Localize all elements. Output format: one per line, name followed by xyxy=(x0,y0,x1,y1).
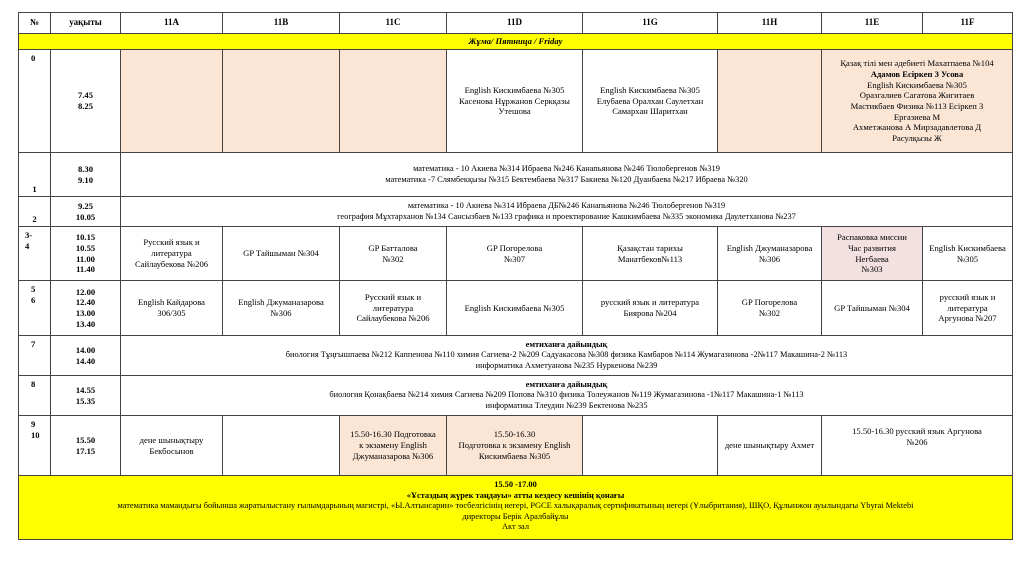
cell-empty xyxy=(718,50,822,153)
lesson-number: 2 xyxy=(19,197,51,227)
lesson-time: 12.00 12.40 13.00 13.40 xyxy=(51,281,121,336)
event-time: 15.50 -17.00 xyxy=(494,480,537,489)
lesson-number: 7 xyxy=(19,336,51,376)
cell-11c: 15.50-16.30 Подготовка к экзамену English Джуманазарова №306 xyxy=(340,416,447,476)
cell-all-classes: емтиханға дайындық биология Тұңғышпаева №212 Каппенова №110 химия Сагиева-2 №209 Садуакасова №308 физика Камбаров №114 Жумагазинова -2№117 Макашина-2 №113 информатика Ахметуанова №235 Нуркенова №239 xyxy=(121,336,1013,376)
header-class-11h: 11H xyxy=(718,13,822,34)
cell-11h: GP Погорелова №302 xyxy=(718,281,822,336)
table-row xyxy=(19,416,1013,476)
lesson-time: 10.15 10.55 11.00 11.40 xyxy=(51,227,121,281)
header-class-11g: 11G xyxy=(583,13,718,34)
lesson-time: 8.30 9.10 xyxy=(51,153,121,197)
cell-11e-11f: Қазақ тілі мен әдебиеті Махатпаева №104 Адамов Есіркеп 3 Усова English Кискимбаева №305 Оразгалиев Сагатова Жигитаев Мастикбаев Физика №113 Есіркеп 3 Ергазиева М Ахметжанова А Мирзадавлетова Д Расулқызы Ж xyxy=(822,50,1013,153)
cell-11a: дене шынықтыру Бекбосынов xyxy=(121,416,223,476)
header-class-11a: 11A xyxy=(121,13,223,34)
event-location: Акт зал xyxy=(501,522,530,531)
day-row xyxy=(19,34,1013,50)
cell-11g: English Кискимбаева №305 Елубаева Оралхан Саулетхан Самархан Шаритхан xyxy=(583,50,718,153)
header-class-11f: 11F xyxy=(923,13,1013,34)
cell-empty xyxy=(583,416,718,476)
cell-11h: English Джуманазарова №306 xyxy=(718,227,822,281)
table-row xyxy=(19,50,1013,153)
lesson-number: 3- 4 xyxy=(19,227,51,281)
lesson-number: 8 xyxy=(19,376,51,416)
header-class-11d: 11D xyxy=(447,13,583,34)
cell-11d: English Кискимбаева №305 xyxy=(447,281,583,336)
cell-11d: English Кискимбаева №305 Касенова Нұржанов Серкқазы Утешова xyxy=(447,50,583,153)
cell-11g: русский язык и литература Биярова №204 xyxy=(583,281,718,336)
cell-empty xyxy=(223,416,340,476)
cell-11c: GP Батталова №302 xyxy=(340,227,447,281)
event-title: «Ұстаздың жүрек таңдауы» атты кездесу кешінің қонағы xyxy=(406,490,625,500)
event-guest-name: директоры Берік Аралбайұлы xyxy=(462,511,569,521)
cell-11a: Русский язык и литература Сайлаубекова №206 xyxy=(121,227,223,281)
cell-11b: GP Тайшыман №304 xyxy=(223,227,340,281)
lesson-number: 0 xyxy=(19,50,51,153)
header-class-11c: 11C xyxy=(340,13,447,34)
cell-11e: Распаковка миссии Час развития Негбаева №303 xyxy=(822,227,923,281)
cell-11h: дене шынықтыру Ахмет xyxy=(718,416,822,476)
cell-11f: русский язык и литература Аргунова №207 xyxy=(923,281,1013,336)
cell-empty xyxy=(223,50,340,153)
lesson-time: 9.25 10.05 xyxy=(51,197,121,227)
cell-11a: English Кайдарова 306/305 xyxy=(121,281,223,336)
cell-11g: Қазақстан тарихы Манатбеков№113 xyxy=(583,227,718,281)
header-class-11e: 11E xyxy=(822,13,923,34)
table-row xyxy=(19,376,1013,416)
event-announcement xyxy=(19,476,1013,540)
cell-empty xyxy=(340,50,447,153)
header-no: № xyxy=(19,13,51,34)
cell-all-classes: емтиханға дайындық биология Қонақбаева №214 химия Сагиева №209 Попова №310 физика Толеужанов №119 Жумагазинова -1№117 Макашина-1 №113 информатика Тлеудин №239 Бектенова №235 xyxy=(121,376,1013,416)
cell-11e: GP Тайшыман №304 xyxy=(822,281,923,336)
cell-11c: Русский язык и литература Сайлаубекова №206 xyxy=(340,281,447,336)
event-guest-bio: математика мамандығы бойынша жаратылыстану ғылымдарының магистрі, «Ы.Алтынсарин» төсбелгісінің иегері, PGCE халықаралық сертификатының иегері (Ұлыбритания), ШҚО, Құлынжон ауылындағы Ybyrai Mektebi xyxy=(117,501,914,510)
cell-11f: English Кискимбаева №305 xyxy=(923,227,1013,281)
cell-all-classes: математика - 10 Акиева №314 Ибраева ДБ№246 Канапьянова №246 Тюлобергенов №319 география Мұхтарханов №134 Сансызбаев №133 графика и проектирование Кашкимбаева №335 экономика Даулетханова №237 xyxy=(121,197,1013,227)
day-title: Жұма/ Пятница / Friday xyxy=(19,34,1013,50)
lesson-time: 15.50 17.15 xyxy=(51,416,121,476)
table-row xyxy=(19,153,1013,197)
cell-all-classes: математика - 10 Акиева №314 Ибраева №246 Канапьянова №246 Тюлобергенов №319 математика -7 Слямбекқызы №315 Бектембаева №317 Бакиева №120 Дуанбаева №217 Ибраева №320 xyxy=(121,153,1013,197)
schedule-table xyxy=(18,12,1013,540)
table-row xyxy=(19,197,1013,227)
table-row xyxy=(19,336,1013,376)
lesson-time: 7.45 8.25 xyxy=(51,50,121,153)
cell-11e-11f: 15.50-16.30 русский язык Аргунова №206 xyxy=(822,416,1013,476)
cell-11d: GP Погорелова №307 xyxy=(447,227,583,281)
lesson-time: 14.55 15.35 xyxy=(51,376,121,416)
lesson-number: 1 xyxy=(19,153,51,197)
table-row xyxy=(19,227,1013,281)
lesson-number: 9 10 xyxy=(19,416,51,476)
header-class-11b: 11B xyxy=(223,13,340,34)
lesson-time: 14.00 14.40 xyxy=(51,336,121,376)
lesson-number: 5 6 xyxy=(19,281,51,336)
header-time: уақыты xyxy=(51,13,121,34)
cell-11b: English Джуманазарова №306 xyxy=(223,281,340,336)
cell-empty xyxy=(121,50,223,153)
header-row xyxy=(19,13,1013,34)
table-row xyxy=(19,281,1013,336)
footer-row xyxy=(19,476,1013,540)
cell-11d: 15.50-16.30 Подготовка к экзамену English Кискимбаева №305 xyxy=(447,416,583,476)
